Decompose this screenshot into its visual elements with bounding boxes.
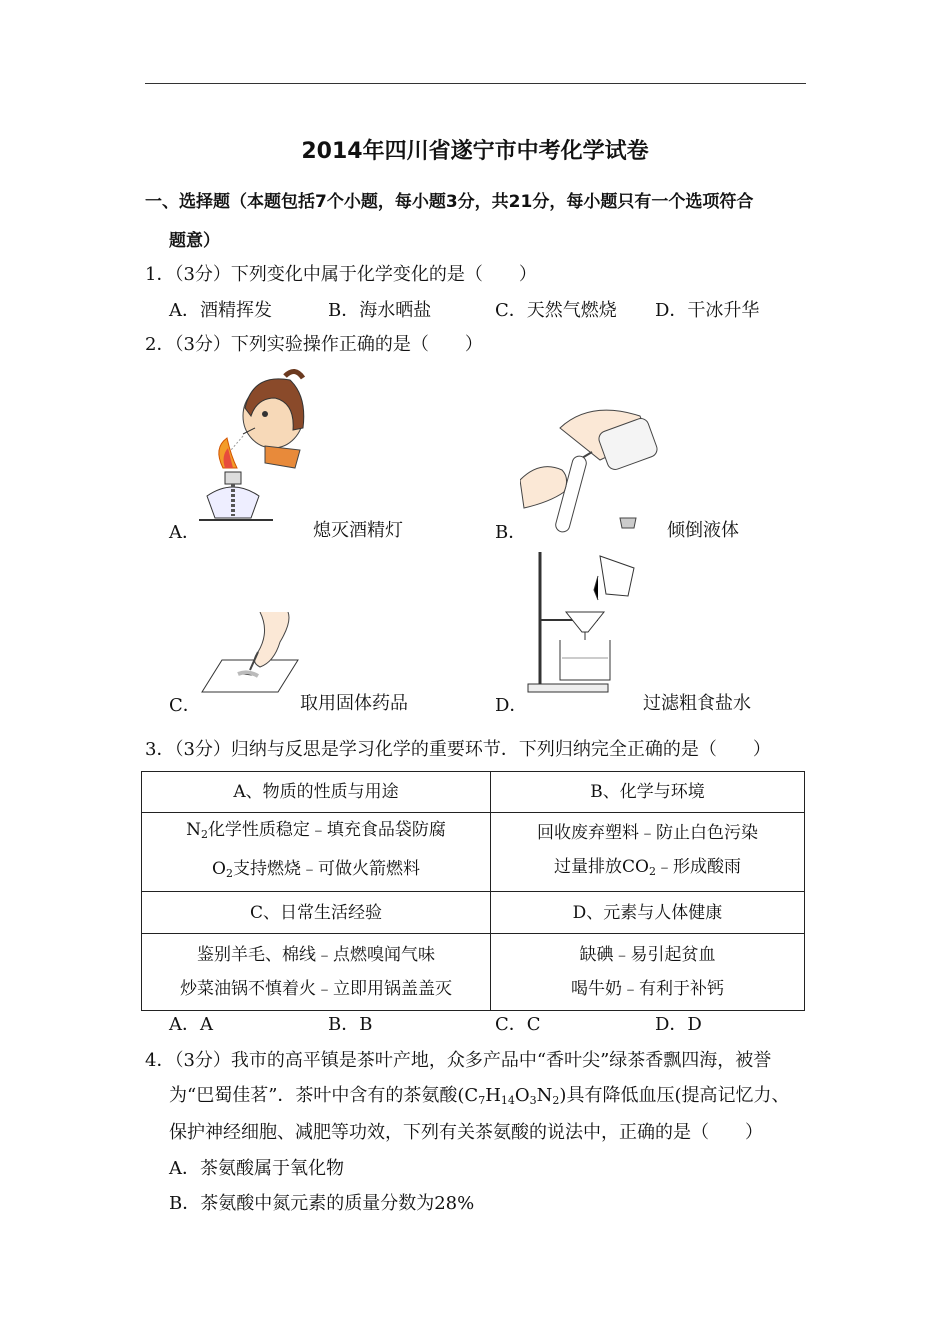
table-cell-b-line1: 回收废弃塑料﹣防止白色污染 (537, 822, 758, 843)
table-head-c: C、日常生活经验 (142, 892, 491, 934)
alcohol-lamp-figure (195, 368, 315, 533)
table-head-d: D、元素与人体健康 (491, 892, 805, 934)
table-head-a: A、物质的性质与用途 (142, 772, 491, 813)
q4-stem-line1: 4．（3分）我市的高平镇是茶叶产地，众多产品中“香叶尖”绿茶香飘四海，被誉 (145, 1050, 772, 1071)
q3-table (141, 771, 805, 1011)
q1-option-b: B．海水晒盐 (328, 300, 432, 321)
table-cell-b (491, 813, 805, 892)
q2-option-a-letter: A． (169, 522, 200, 543)
q3-option-a: A．A (169, 1014, 213, 1035)
section-heading: 一、选择题（本题包括7个小题，每小题3分，共21分，每小题只有一个选项符合 (145, 192, 754, 212)
q2-option-c-caption: 取用固体药品 (300, 693, 408, 714)
q2-option-c-letter: C． (169, 695, 201, 716)
section-heading-cont: 题意） (169, 231, 220, 251)
q4-option-b: B．茶氨酸中氮元素的质量分数为28% (169, 1193, 475, 1214)
table-head-b: B、化学与环境 (491, 772, 805, 813)
table-cell-d-line1: 缺碘﹣易引起贫血 (579, 945, 716, 965)
table-cell-a (142, 813, 491, 892)
table-cell-c (142, 934, 491, 1011)
q2-option-b-caption: 倾倒液体 (667, 520, 739, 541)
q1-option-d: D．干冰升华 (655, 300, 760, 321)
filtration-figure (524, 550, 644, 695)
table-cell-a-line1: $N_2$化学性质稳定﹣填充食品袋防腐 (186, 820, 446, 841)
q3-option-b: B．B (328, 1014, 373, 1035)
q1-option-a: A．酒精挥发 (169, 300, 272, 321)
table-cell-d (491, 934, 805, 1011)
q4-stem-line2: 为“巴蜀佳茗”．茶叶中含有的茶氨酸$(C_7H_{14}O_3N_2)$具有降低血压(提高记忆力、 (169, 1085, 790, 1107)
table-cell-c-line1: 鉴别羊毛、棉线﹣点燃嗅闻气味 (197, 945, 435, 965)
q4-option-a: A．茶氨酸属于氧化物 (169, 1158, 344, 1179)
q2-option-b-letter: B． (495, 522, 527, 543)
table-cell-c-line2: 炒菜油锅不慎着火﹣立即用锅盖盖灭 (180, 979, 452, 999)
q2-option-d-caption: 过滤粗食盐水 (643, 693, 751, 714)
q4-stem-line3: 保护神经细胞、减肥等功效，下列有关茶氨酸的说法中，正确的是（ ） (169, 1122, 763, 1143)
page-title: 2014年四川省遂宁市中考化学试卷 (301, 139, 649, 164)
q1-stem: 1．（3分）下列变化中属于化学变化的是（ ） (145, 264, 537, 285)
q2-option-d-letter: D． (495, 695, 528, 716)
header-rule (145, 83, 806, 84)
q3-option-c: C．C (495, 1014, 541, 1035)
q1-option-c: C．天然气燃烧 (495, 300, 617, 321)
q2-option-a-caption: 熄灭酒精灯 (313, 520, 403, 541)
q2-stem: 2．（3分）下列实验操作正确的是（ ） (145, 334, 483, 355)
q3-option-d: D．D (655, 1014, 702, 1035)
q3-stem: 3．（3分）归纳与反思是学习化学的重要环节．下列归纳完全正确的是（ ） (145, 739, 771, 760)
solid-reagent-figure (200, 612, 300, 694)
table-cell-d-line2: 喝牛奶﹣有利于补钙 (571, 979, 724, 999)
table-cell-b-line2: 过量排放$CO_2﹣$形成酸雨 (554, 856, 741, 878)
pouring-liquid-figure (520, 400, 670, 535)
table-cell-a-line2: $O_2$支持燃烧﹣可做火箭燃料 (212, 859, 420, 880)
